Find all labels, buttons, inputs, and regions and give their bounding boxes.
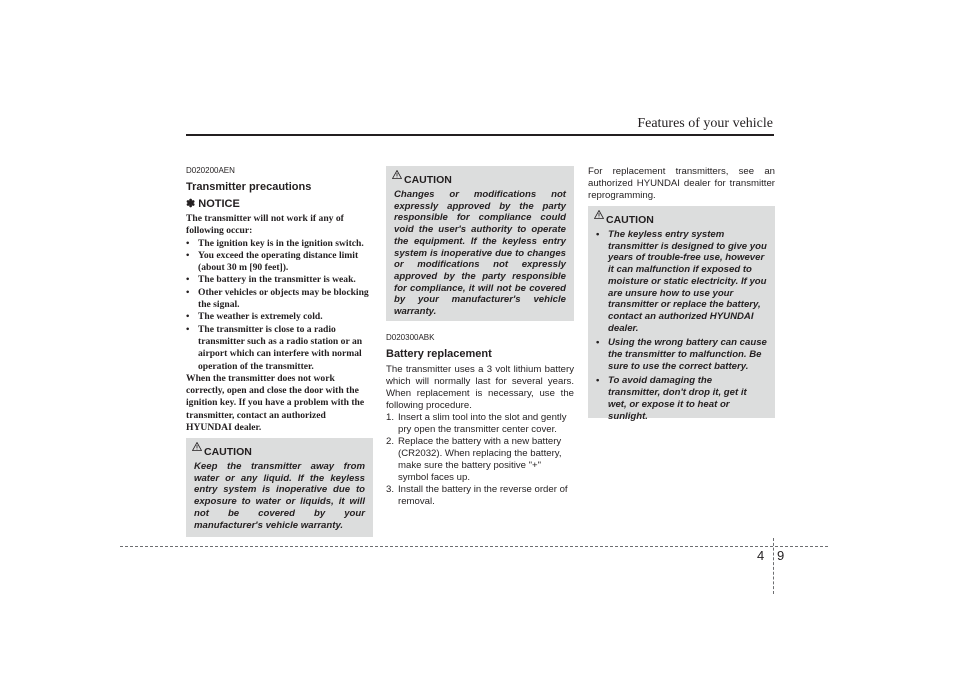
- notice-outro: When the transmitter does not work correctly, open and close the door with the ignition key. If you have a problem with the transmitter, contact an authorized HYUNDAI dealer.: [186, 372, 365, 434]
- caution-title: [404, 174, 566, 186]
- caution-list: [596, 229, 767, 422]
- section-heading: Transmitter precautions: [186, 181, 312, 193]
- caution-box-transmitter: [588, 206, 775, 422]
- caution-title: [606, 214, 767, 226]
- list-item: 2. Replace the battery with a new battery (CR2032). When replacing the battery, make sure the battery positive "+" symbol faces up.: [386, 436, 562, 483]
- footer-vertical-divider: [773, 538, 774, 594]
- caution-title: [204, 446, 365, 458]
- notice-title: ✽ NOTICE: [186, 198, 240, 210]
- header-title: Features of your vehicle: [637, 116, 773, 131]
- section-intro: The transmitter uses a 3 volt lithium battery which will normally last for several years. When replacement is necessary, use the following procedure.: [386, 364, 574, 411]
- list-item: • Other vehicles or objects may be blocking the signal.: [186, 287, 373, 312]
- caution-title-text: CAUTION: [204, 446, 252, 458]
- chapter-number: 4: [757, 548, 765, 563]
- list-item: 1. Insert a slim tool into the slot and gently pry open the transmitter center cover.: [386, 412, 567, 435]
- footer-divider: [120, 546, 828, 547]
- warning-triangle-icon: [192, 442, 202, 451]
- steps-list: [386, 412, 574, 508]
- section-code: D020200AEN: [186, 166, 235, 175]
- warning-triangle-icon: [594, 210, 604, 219]
- caution-box-water: [186, 438, 373, 537]
- column-middle: [386, 333, 574, 508]
- caution-title-text: CAUTION: [606, 214, 654, 226]
- section-code: D020300ABK: [386, 333, 435, 342]
- section-intro: For replacement transmitters, see an authorized HYUNDAI dealer for transmitter reprogramming.: [588, 166, 775, 201]
- caution-box-modifications: [386, 166, 574, 321]
- page-number: 9: [777, 548, 785, 563]
- list-item: • Using the wrong battery can cause the transmitter to malfunction. Be sure to use the correct battery.: [596, 337, 767, 372]
- list-item: • The battery in the transmitter is weak.: [186, 274, 373, 286]
- column-right: [588, 166, 775, 202]
- notice-list: [186, 238, 373, 373]
- list-item: • You exceed the operating distance limit (about 30 m [90 feet]).: [186, 250, 373, 275]
- list-item: • The weather is extremely cold.: [186, 311, 373, 323]
- warning-triangle-icon: [392, 170, 402, 179]
- list-item: • To avoid damaging the transmitter, don't drop it, get it wet, or expose it to heat or sunlight.: [596, 375, 767, 422]
- section-heading: Battery replacement: [386, 348, 492, 360]
- list-item: • The ignition key is in the ignition switch.: [186, 238, 373, 250]
- caution-text: Changes or modifications not expressly approved by the party responsible for compliance could void the user's authority to operate the equipment. If the keyless entry system is inoperative due to changes or modifications not expressly approved by the party responsible for compliance, it will not be covered by your manufacturer's vehicle warranty.: [394, 189, 566, 318]
- notice-intro: The transmitter will not work if any of following occur:: [186, 213, 344, 237]
- list-item: 3. Install the battery in the reverse order of removal.: [386, 484, 568, 507]
- caution-text: Keep the transmitter away from water or any liquid. If the keyless entry system is inoperative due to exposure to water or liquids, it will not be covered by your manufacturer's vehicle warranty.: [194, 461, 365, 531]
- list-item: • The transmitter is close to a radio transmitter such as a radio station or an airport which can interfere with normal operation of the transmitter.: [186, 324, 373, 373]
- header-rule: [186, 134, 774, 136]
- caution-title-text: CAUTION: [404, 174, 452, 186]
- list-item: • The keyless entry system transmitter is designed to give you years of trouble-free use, however it can malfunction if exposed to moisture or static electricity. If you are unsure how to use your transmitter or replace the battery, contact an authorized HYUNDAI dealer.: [596, 229, 767, 334]
- column-left: [186, 166, 373, 434]
